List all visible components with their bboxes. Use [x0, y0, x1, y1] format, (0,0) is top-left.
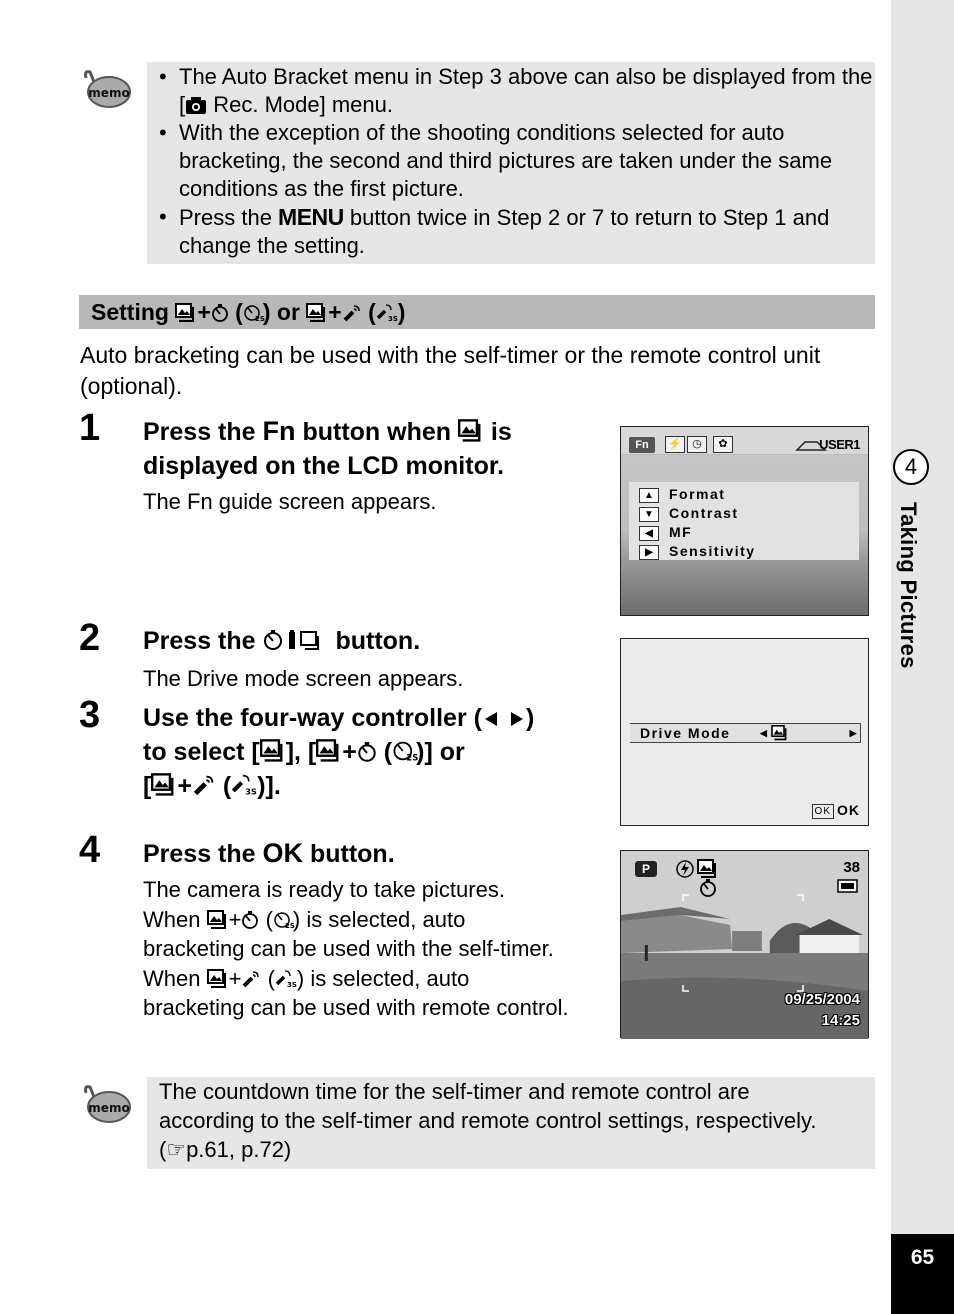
- fn-menu-item: ▲ Format: [639, 485, 725, 504]
- memo-icon: [82, 66, 132, 110]
- ok-button-icon: OK: [812, 804, 834, 819]
- step-number: 1: [79, 407, 101, 449]
- fn-menu-item: ▼ Contrast: [639, 504, 739, 523]
- memo-box-top: [147, 62, 875, 264]
- time-display: 14:25: [821, 1012, 860, 1029]
- right-arrow-icon: ▶: [849, 728, 858, 738]
- lcd-drive-mode-screen: [620, 638, 869, 826]
- memo-icon-label: memo: [88, 86, 130, 100]
- remote-control-icon: [192, 773, 216, 797]
- remote-control-icon: [241, 969, 261, 989]
- step-number: 3: [79, 694, 101, 736]
- remote-control-3s-icon: [376, 303, 398, 323]
- down-arrow-icon: ▼: [639, 507, 659, 522]
- lcd-status-bar: [621, 427, 868, 455]
- step-title: Press the Fn button when is displayed on the LCD monitor.: [143, 416, 512, 480]
- intro-paragraph: Auto bracketing can be used with the self-timer or the remote control unit (optional).: [80, 342, 821, 399]
- left-arrow-icon: ◀: [639, 526, 659, 541]
- fn-badge: Fn: [629, 437, 655, 453]
- chapter-number: 4: [893, 449, 929, 485]
- step-description: The Drive mode screen appears.: [143, 666, 464, 691]
- right-arrow-icon: ▶: [639, 545, 659, 560]
- ok-button-label: OK: [262, 838, 304, 868]
- drive-mode-label: Drive Mode: [640, 725, 731, 741]
- fn-menu-item: ◀ MF: [639, 523, 692, 542]
- memo-bullet: • Press the MENU button twice in Step 2 or 7 to return to Step 1 and change the setting.: [147, 203, 875, 260]
- drive-mode-button-icon: [263, 628, 329, 652]
- auto-bracket-icon: [207, 969, 229, 989]
- memo-box-bottom: The countdown time for the self-timer and remote control are according to the self-timer and remote control settings, respectively. (☞p.61, p.72): [147, 1077, 875, 1169]
- chapter-title: Taking Pictures: [896, 502, 921, 669]
- battery-icon: [837, 879, 859, 893]
- auto-bracket-icon: [175, 303, 197, 323]
- step-description: The camera is ready to take pictures. When + ( 2S ) is selected, auto bracketing can be used with the self-timer. When + ( 3S ) is selected, auto bracketing can be used with remote control.: [143, 877, 569, 1020]
- date-display: 09/25/2004: [784, 991, 860, 1008]
- up-arrow-icon: ▲: [639, 488, 659, 503]
- drive-mode-bar: [630, 723, 861, 743]
- section-header: Setting + ( 2S ) or + ( 3S ): [79, 295, 875, 329]
- camera-icon: [185, 95, 207, 115]
- memo-bullet: • With the exception of the shooting conditions selected for auto bracketing, the second and third pictures are taken under the same conditions as the first picture.: [147, 119, 875, 203]
- step-description: The Fn guide screen appears.: [143, 489, 437, 514]
- self-timer-icon: [211, 303, 229, 323]
- memo-icon-label: memo: [88, 1101, 130, 1115]
- svg-text:3S: 3S: [245, 786, 258, 797]
- menu-button-label: MENU: [278, 204, 344, 230]
- remote-control-3s-icon: [231, 773, 257, 797]
- fn-menu-item: ▶ Sensitivity: [639, 542, 756, 561]
- auto-bracket-icon: [260, 739, 286, 763]
- step-title: Press the OK button.: [143, 838, 395, 868]
- left-arrow-icon: ◀: [760, 728, 769, 738]
- svg-text:3S: 3S: [387, 315, 398, 323]
- step-number: 4: [79, 829, 101, 871]
- macro-icon: ✿: [713, 436, 733, 453]
- auto-bracket-icon: [316, 739, 342, 763]
- af-frame: [677, 891, 809, 995]
- self-timer-2s-icon: [392, 739, 419, 763]
- lcd-capture-screen: [620, 850, 869, 1038]
- self-timer-2s-icon: [273, 910, 293, 930]
- svg-text:2S: 2S: [284, 921, 295, 930]
- memo-bullet: • The Auto Bracket menu in Step 3 above can also be displayed from the [ Rec. Mode] menu.: [147, 63, 875, 119]
- shots-remaining: 38: [843, 859, 860, 876]
- flash-off-icon: [675, 859, 695, 879]
- svg-text:3S: 3S: [286, 980, 297, 989]
- auto-bracket-icon: [458, 419, 484, 443]
- step-number: 2: [79, 617, 101, 659]
- remote-control-icon: [342, 303, 362, 323]
- step-title: Use the four-way controller ( ) to select [ ], [ + ( 2S )] or [ + ( 3S )].: [143, 704, 535, 800]
- ok-hint: OK OK: [812, 802, 860, 819]
- svg-text:2S: 2S: [254, 315, 265, 323]
- svg-text:2S: 2S: [406, 752, 419, 763]
- reference-icon: ☞: [166, 1137, 187, 1162]
- drive-mode-icon: ◷: [687, 436, 707, 453]
- auto-bracket-icon: [151, 773, 177, 797]
- auto-bracket-icon: [770, 725, 790, 741]
- auto-bracket-icon: [697, 859, 719, 879]
- left-right-arrows-icon: [482, 709, 526, 729]
- page-number: 65: [891, 1234, 954, 1314]
- memo-icon: [82, 1081, 132, 1125]
- self-timer-icon: [357, 741, 377, 763]
- flash-icon: ⚡: [665, 436, 685, 453]
- fn-button-label: Fn: [262, 416, 296, 446]
- lcd-fn-guide-screen: [620, 426, 869, 616]
- user-mode-label: USER1: [819, 437, 860, 452]
- auto-bracket-icon: [207, 910, 229, 930]
- remote-control-3s-icon: [275, 969, 297, 989]
- self-timer-2s-icon: [243, 303, 263, 323]
- step-title: Press the button.: [143, 627, 421, 655]
- fn-guide-menu: [629, 482, 859, 560]
- self-timer-icon: [241, 910, 259, 930]
- auto-bracket-icon: [306, 303, 328, 323]
- program-mode-badge: P: [635, 861, 657, 877]
